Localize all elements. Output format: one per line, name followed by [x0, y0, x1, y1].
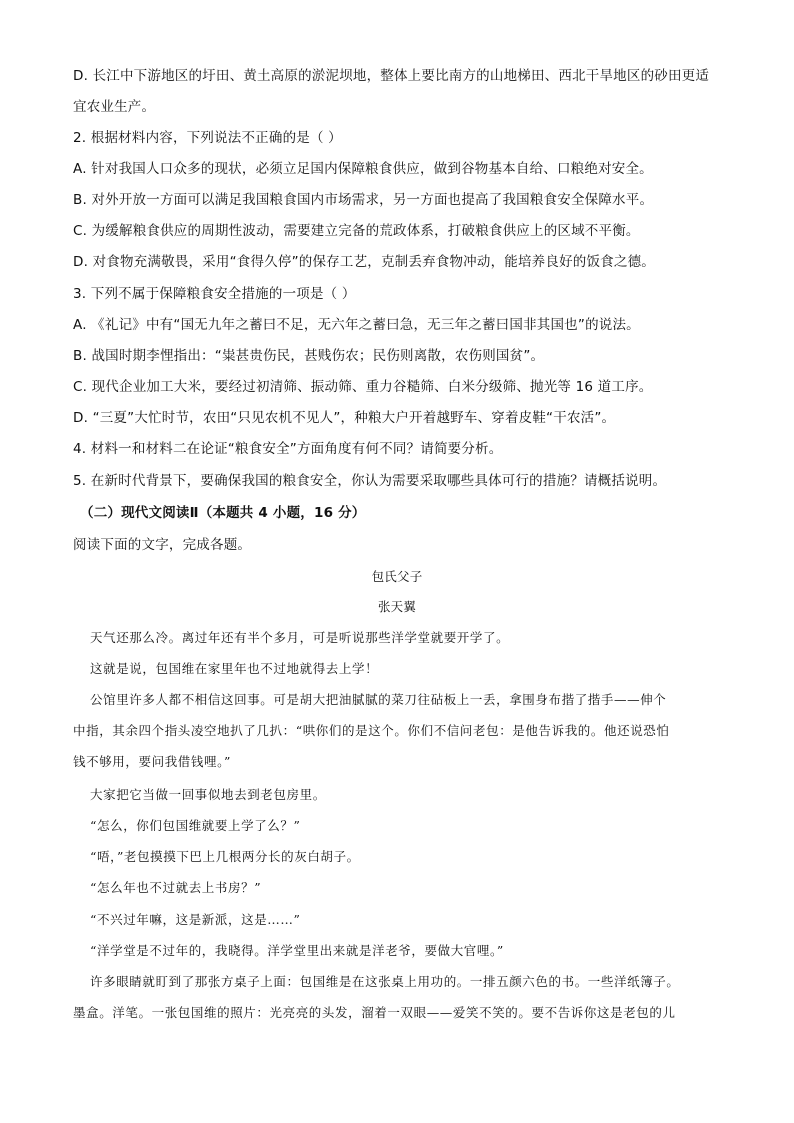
story-paragraph: 大家把它当做一回事似地去到老包房里。 [90, 787, 326, 802]
question-3-option-a: A. 《礼记》中有“国无九年之蓄曰不足，无六年之蓄曰急，无三年之蓄曰国非其国也”的说法。 [73, 317, 640, 333]
question-2-option-a: A. 针对我国人口众多的现状，必须立足国内保障粮食供应，做到谷物基本自给、口粮绝对安全。 [73, 161, 653, 177]
question-3-option-c: C. 现代企业加工大米，要经过初清筛、振动筛、重力谷糙筛、白米分级筛、抛光等 16 道工序。 [73, 379, 653, 395]
question-3-option-b: B. 战国时期李悝指出：“粜甚贵伤民，甚贱伤农；民伤则离散，农伤则国贫”。 [73, 348, 545, 364]
story-dialogue: “不兴过年嘛，这是新派，这是……” [90, 912, 301, 927]
story-title: 包氏父子 [371, 569, 423, 584]
story-paragraph: 这就是说，包国维在家里年也不过地就得去上学！ [90, 661, 379, 676]
question-1-option-d-line-2: 宜农业生产。 [73, 99, 156, 115]
story-dialogue: “洋学堂是不过年的，我晓得。洋学堂里出来就是洋老爷，要做大官哩。” [90, 943, 504, 958]
question-5: 5. 在新时代背景下，要确保我国的粮食安全，你认为需要采取哪些具体可行的措施？请概括说明。 [73, 473, 667, 489]
story-dialogue: “怎么，你们包国维就要上学了么？” [90, 818, 301, 833]
story-dialogue: “怎么年也不过就去上书房？” [90, 880, 262, 895]
story-paragraph: 天气还那么冷。离过年还有半个多月，可是听说那些洋学堂就要开学了。 [90, 630, 510, 645]
reading-instruction: 阅读下面的文字，完成各题。 [73, 537, 252, 553]
question-2-option-c: C. 为缓解粮食供应的周期性波动，需要建立完备的荒政体系，打破粮食供应上的区域不平衡。 [73, 223, 640, 239]
story-paragraph-continued: 钱不够用，要问我借钱哩。” [73, 754, 231, 769]
story-author: 张天翼 [377, 599, 417, 614]
story-paragraph-continued: 中指，其余四个指头凌空地扒了几扒：“哄你们的是这个。你们不信问老包：是他告诉我的。他还说恐怕 [73, 723, 670, 738]
question-2-stem: 2. 根据材料内容，下列说法不正确的是（ ） [73, 130, 342, 146]
question-1-option-d-line-1: D. 长江中下游地区的圩田、黄土高原的淤泥坝地，整体上要比南方的山地梯田、西北干旱地区的砂田更适 [73, 68, 710, 84]
question-3-stem: 3. 下列不属于保障粮食安全措施的一项是（ ） [73, 286, 356, 302]
question-2-option-d: D. 对食物充满敬畏，采用“食得久停”的保存工艺，克制丢弃食物冲动，能培养良好的饭食之德。 [73, 254, 655, 270]
story-dialogue: “唔，”老包摸摸下巴上几根两分长的灰白胡子。 [90, 849, 360, 864]
section-heading: （二）现代文阅读Ⅱ（本题共 4 小题，16 分） [80, 505, 366, 521]
story-paragraph: 公馆里许多人都不相信这回事。可是胡大把油腻腻的菜刀往砧板上一丢，拿围身布揩了揩手——伸个 [90, 692, 667, 707]
question-2-option-b: B. 对外开放一方面可以满足我国粮食国内市场需求，另一方面也提高了我国粮食安全保障水平。 [73, 192, 654, 208]
question-3-option-d: D. “三夏”大忙时节，农田“只见农机不见人”，种粮大户开着越野车、穿着皮鞋“干农活”。 [73, 410, 616, 426]
question-4: 4. 材料一和材料二在论证“粮食安全”方面角度有何不同？请简要分析。 [73, 441, 503, 457]
story-paragraph: 许多眼睛就盯到了那张方桌子上面：包国维是在这张桌上用功的。一排五颜六色的书。一些洋纸簿子。 [90, 974, 680, 989]
story-paragraph-continued: 墨盒。洋笔。一张包国维的照片：光亮亮的头发，溜着一双眼——爱笑不笑的。要不告诉你这是老包的儿 [73, 1005, 676, 1020]
